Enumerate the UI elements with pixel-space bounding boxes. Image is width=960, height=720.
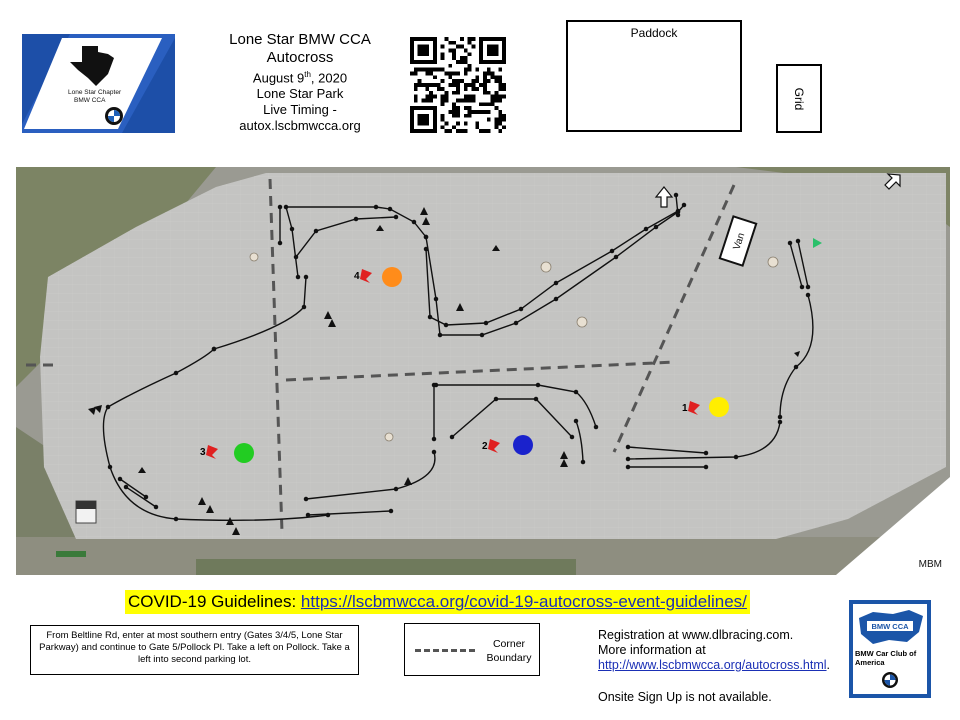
lone-star-chapter-logo [22,34,175,133]
more-info-link[interactable]: http://www.lscbmwcca.org/autocross.html [598,658,827,672]
bmw-cca-logo [849,600,931,698]
boundary-line-sample [415,649,475,652]
onsite-notice: Onsite Sign Up is not available. [598,690,772,704]
grid-label: Grid [792,87,806,110]
course-map-graphic [16,167,950,575]
covid-guidelines-link[interactable]: https://lscbmwcca.org/covid-19-autocross-event-guidelines/ [300,592,747,611]
legend-label: Corner Boundary [486,638,532,664]
parking-stall-lines [40,173,946,539]
live-timing-label: Live Timing - [263,102,337,118]
map-legend [404,623,540,676]
lone-star-logo-graphic [22,34,175,133]
event-type: Autocross [266,49,334,66]
event-header [200,31,400,134]
driving-directions: From Beltline Rd, enter at most southern entry (Gates 3/4/5, Lone Star Parkway) and continue to Gate 5/Pollock Pl. Take a left on Pollock. Take a left into second parking lot. [30,625,359,675]
paddock-label: Paddock [630,26,678,40]
registration-line: Registration at www.dlbracing.com. [598,628,794,642]
course-map [16,167,950,575]
grass-strip-south [196,559,576,575]
event-date: August 9th, 2020 [252,70,348,86]
cca-badge-text: BMW CCA [871,622,909,631]
green-vehicle [56,551,86,557]
van-label: Van [731,231,748,252]
live-timing-url[interactable]: autox.lscbmwcca.org [239,118,361,134]
logo-chapter-text: Lone Star Chapter [68,89,122,96]
registration-info: Registration at www.dlbracing.com. More information at http://www.lscbmwcca.org/autocross.html. Onsite Sign Up is not available. [598,628,848,705]
covid-label: COVID-19 Guidelines: [128,592,297,611]
logo-cca-text: BMW CCA [74,97,106,104]
event-title: Lone Star BMW CCA [229,31,371,48]
grid-area [776,64,822,133]
worker-marker [709,397,729,417]
event-venue: Lone Star Park [256,86,344,102]
worker-marker [513,435,533,455]
worker-number: 1 [682,403,688,414]
worker-number: 2 [482,441,488,452]
worker-marker [382,267,402,287]
paddock-area [566,20,742,132]
worker-number: 4 [354,271,360,282]
worker-marker [234,443,254,463]
covid-banner [125,590,750,614]
qr-code[interactable] [410,37,506,133]
map-credit: MBM [918,559,942,570]
more-info-line: More information at [598,643,706,657]
cca-name: BMW Car Club of America [855,649,917,667]
worker-number: 3 [200,447,206,458]
